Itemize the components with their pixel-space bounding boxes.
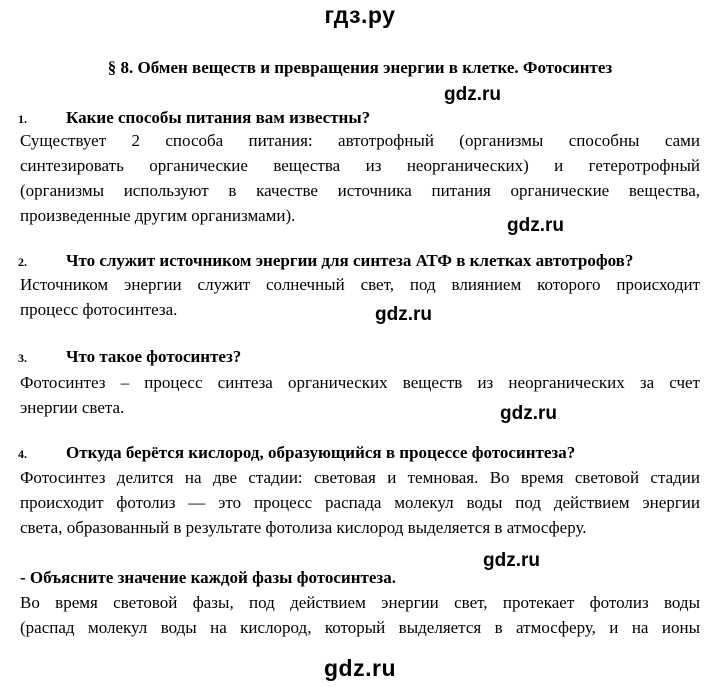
answer-3 [20,370,700,420]
subquestion-answer [20,590,700,640]
answer-2 [20,272,700,322]
answer-line: энергии света. [20,398,125,417]
answer-line: Источником энергии служит солнечный свет, под влиянием которого происходит [20,275,700,294]
question-text: Какие способы питания вам известны? [66,108,371,127]
question-4 [18,443,708,463]
answer-4 [20,465,700,540]
answer-line: Во время световой фазы, под действием энергии свет, протекает фотолиз воды [20,593,700,612]
question-number: 3. [18,351,27,365]
question-3 [18,347,708,367]
watermark: gdz.ru [483,550,540,571]
answer-line: Существует 2 способа питания: автотрофный (организмы способны сами [20,131,700,150]
answer-line: процесс фотосинтеза. [20,300,178,319]
question-number: 1. [18,112,27,126]
answer-line: Фотосинтез – процесс синтеза органических веществ из неорганических за счет [20,373,700,392]
watermark: gdz.ru [375,304,432,325]
answer-line: синтезировать органические вещества из неорганических) и гетеротрофный [20,156,700,175]
question-text: Что такое фотосинтез? [66,347,242,366]
question-number: 4. [18,447,27,461]
answer-line: произведенные другим организмами). [20,206,296,225]
question-number: 2. [18,255,27,269]
subquestion: - Объясните значение каждой фазы фотосинтеза. [20,568,396,587]
section-title: § 8. Обмен веществ и превращения энергии в клетке. Фотосинтез [107,58,613,77]
answer-line: происходит фотолиз — это процесс распада молекул воды под действием энергии [20,493,700,512]
watermark: gdz.ru [500,403,557,424]
site-header: гдз.ру [324,2,396,28]
watermark: gdz.ru [507,215,564,236]
answer-1 [20,128,700,228]
site-footer: gdz.ru [324,655,396,681]
answer-line: (распад молекул воды на кислород, который выделяется в атмосферу, и на ионы [20,618,700,637]
answer-line: (организмы используют в качестве источника питания органические вещества, [20,181,700,200]
answer-line: света, образованный в результате фотолиза кислород выделяется в атмосферу. [20,518,587,537]
question-text: Что служит источником энергии для синтеза АТФ в клетках автотрофов? [66,251,634,270]
watermark: gdz.ru [444,84,501,105]
question-1 [18,108,708,128]
question-2 [18,251,708,271]
question-text: Откуда берётся кислород, образующийся в процессе фотосинтеза? [66,443,576,462]
answer-line: Фотосинтез делится на две стадии: световая и темновая. Во время световой стадии [20,468,700,487]
